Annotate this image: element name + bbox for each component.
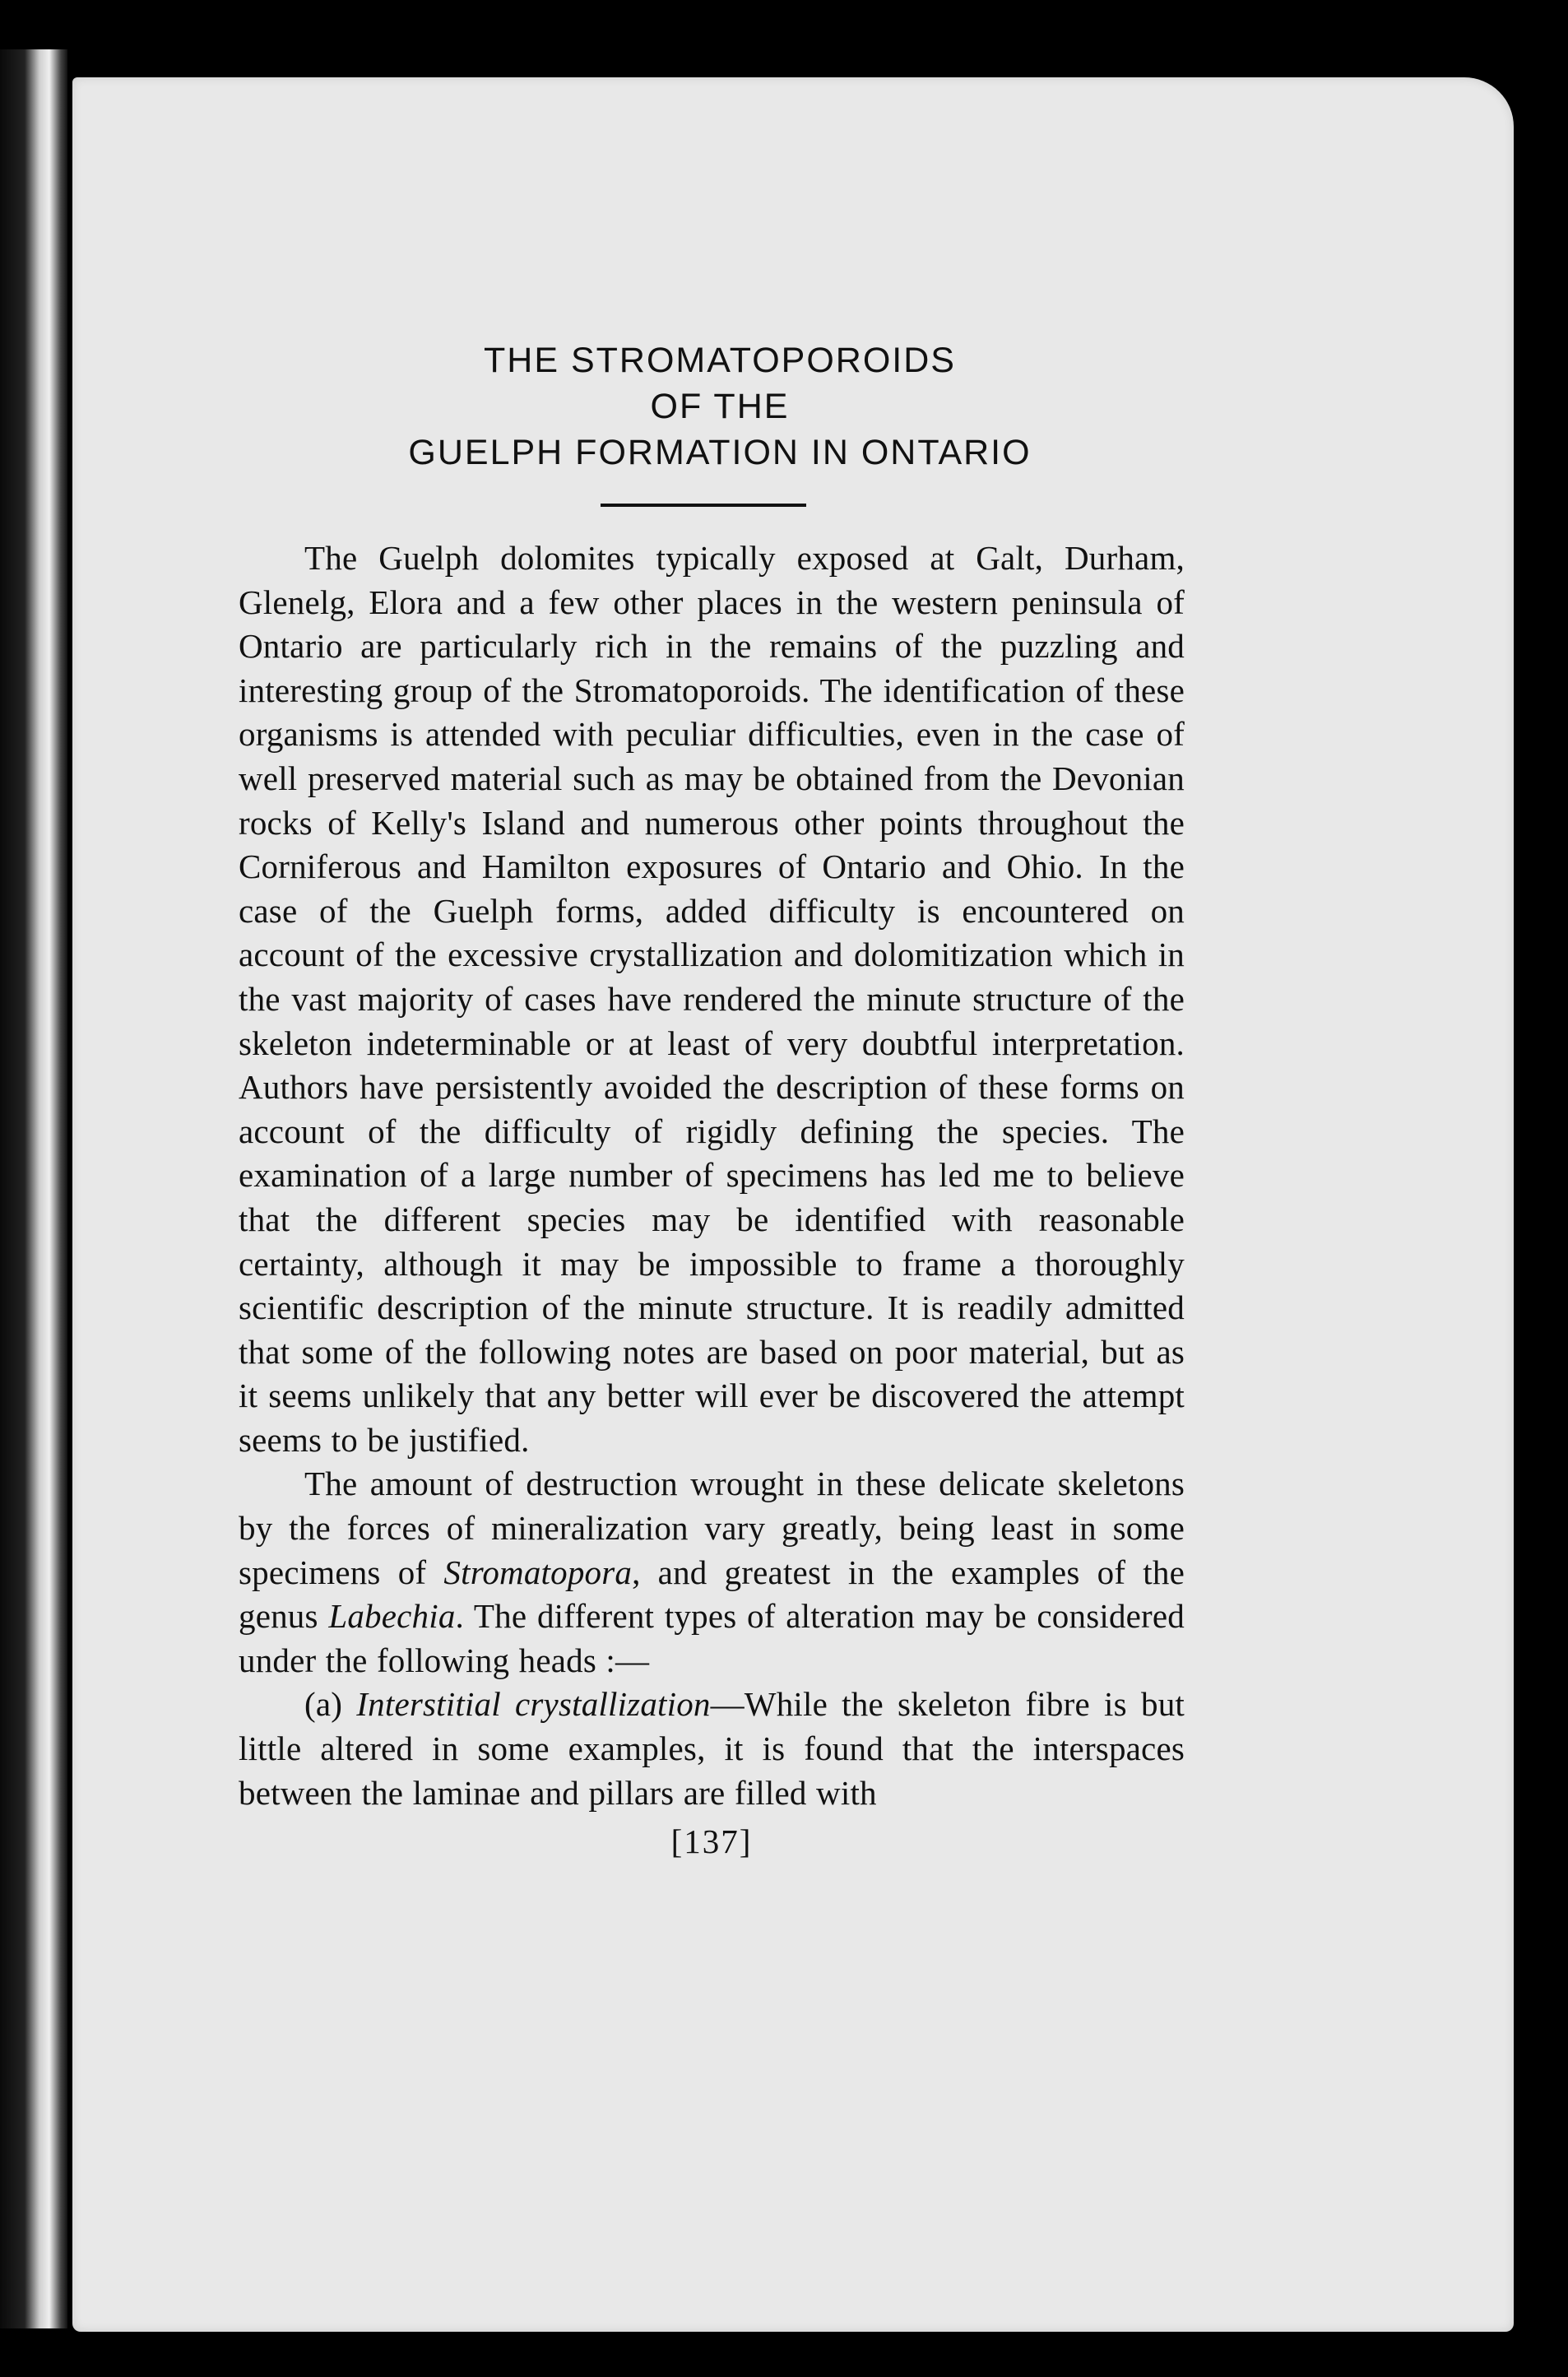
paragraph-2-text-a: The amount of destruction wrought in these delicate skeletons by the forces of mineralization vary greatly, being least in some specimens of: [239, 1465, 1185, 1591]
genus-labechia: Labechia: [328, 1597, 456, 1636]
title-line-3: GUELPH FORMATION IN ONTARIO: [408, 433, 1032, 472]
book-binding-edge: [0, 49, 67, 2328]
page-content: [239, 337, 1185, 1864]
paragraph-1: The Guelph dolomites typically exposed at Galt, Durham, Glenelg, Elora and a few other places in the western peninsula of Ontario are particularly rich in the remains of the puzzling and interesting group of the Stromatoporoids. The identification of these organisms is attended with peculiar difficulties, even in the case of well preserved material such as may be obtained from the Devonian rocks of Kelly's Island and numerous other points throughout the Corniferous and Hamilton exposures of Ontario and Ohio. In the case of the Guelph forms, added difficulty is encountered on account of the excessive crystallization and dolomitization which in the vast majority of cases have rendered the minute structure of the skeleton indeterminable or at least of very doubtful interpretation. Authors have persistently avoided the description of these forms on account of the difficulty of rigidly defining the species. The examination of a large number of specimens has led me to believe that the different species may be identified with reasonable certainty, although it may be impossible to frame a thoroughly scientific description of the minute structure. It is readily admitted that some of the following notes are based on poor material, but as it seems unlikely that any better will ever be discovered the attempt seems to be justified.: [239, 539, 1185, 1459]
title-line-2: OF THE: [650, 387, 790, 426]
paragraph-3: [239, 1683, 1185, 1815]
paragraph-2-text-b: , and greatest in the examples of the genus: [239, 1553, 1185, 1636]
paragraph-3-text: —While the skeleton fibre is but little altered in some examples, it is found that the interspaces between the laminae and pillars are filled with: [239, 1685, 1185, 1812]
genus-stromatopora: Stromatopora: [443, 1553, 633, 1591]
heading-interstitial-crystallization: Interstitial crystallization: [356, 1685, 711, 1724]
title-divider: [601, 504, 806, 507]
paragraph-3-label: (a): [304, 1685, 357, 1724]
page-number: [137]: [670, 1822, 753, 1861]
paragraph-2-text-c: . The different types of alteration may be considered under the following heads :—: [239, 1597, 1185, 1679]
chapter-title: [255, 337, 1185, 476]
title-line-1: THE STROMATOPOROIDS: [484, 341, 956, 380]
paragraph-2: [239, 1462, 1185, 1683]
